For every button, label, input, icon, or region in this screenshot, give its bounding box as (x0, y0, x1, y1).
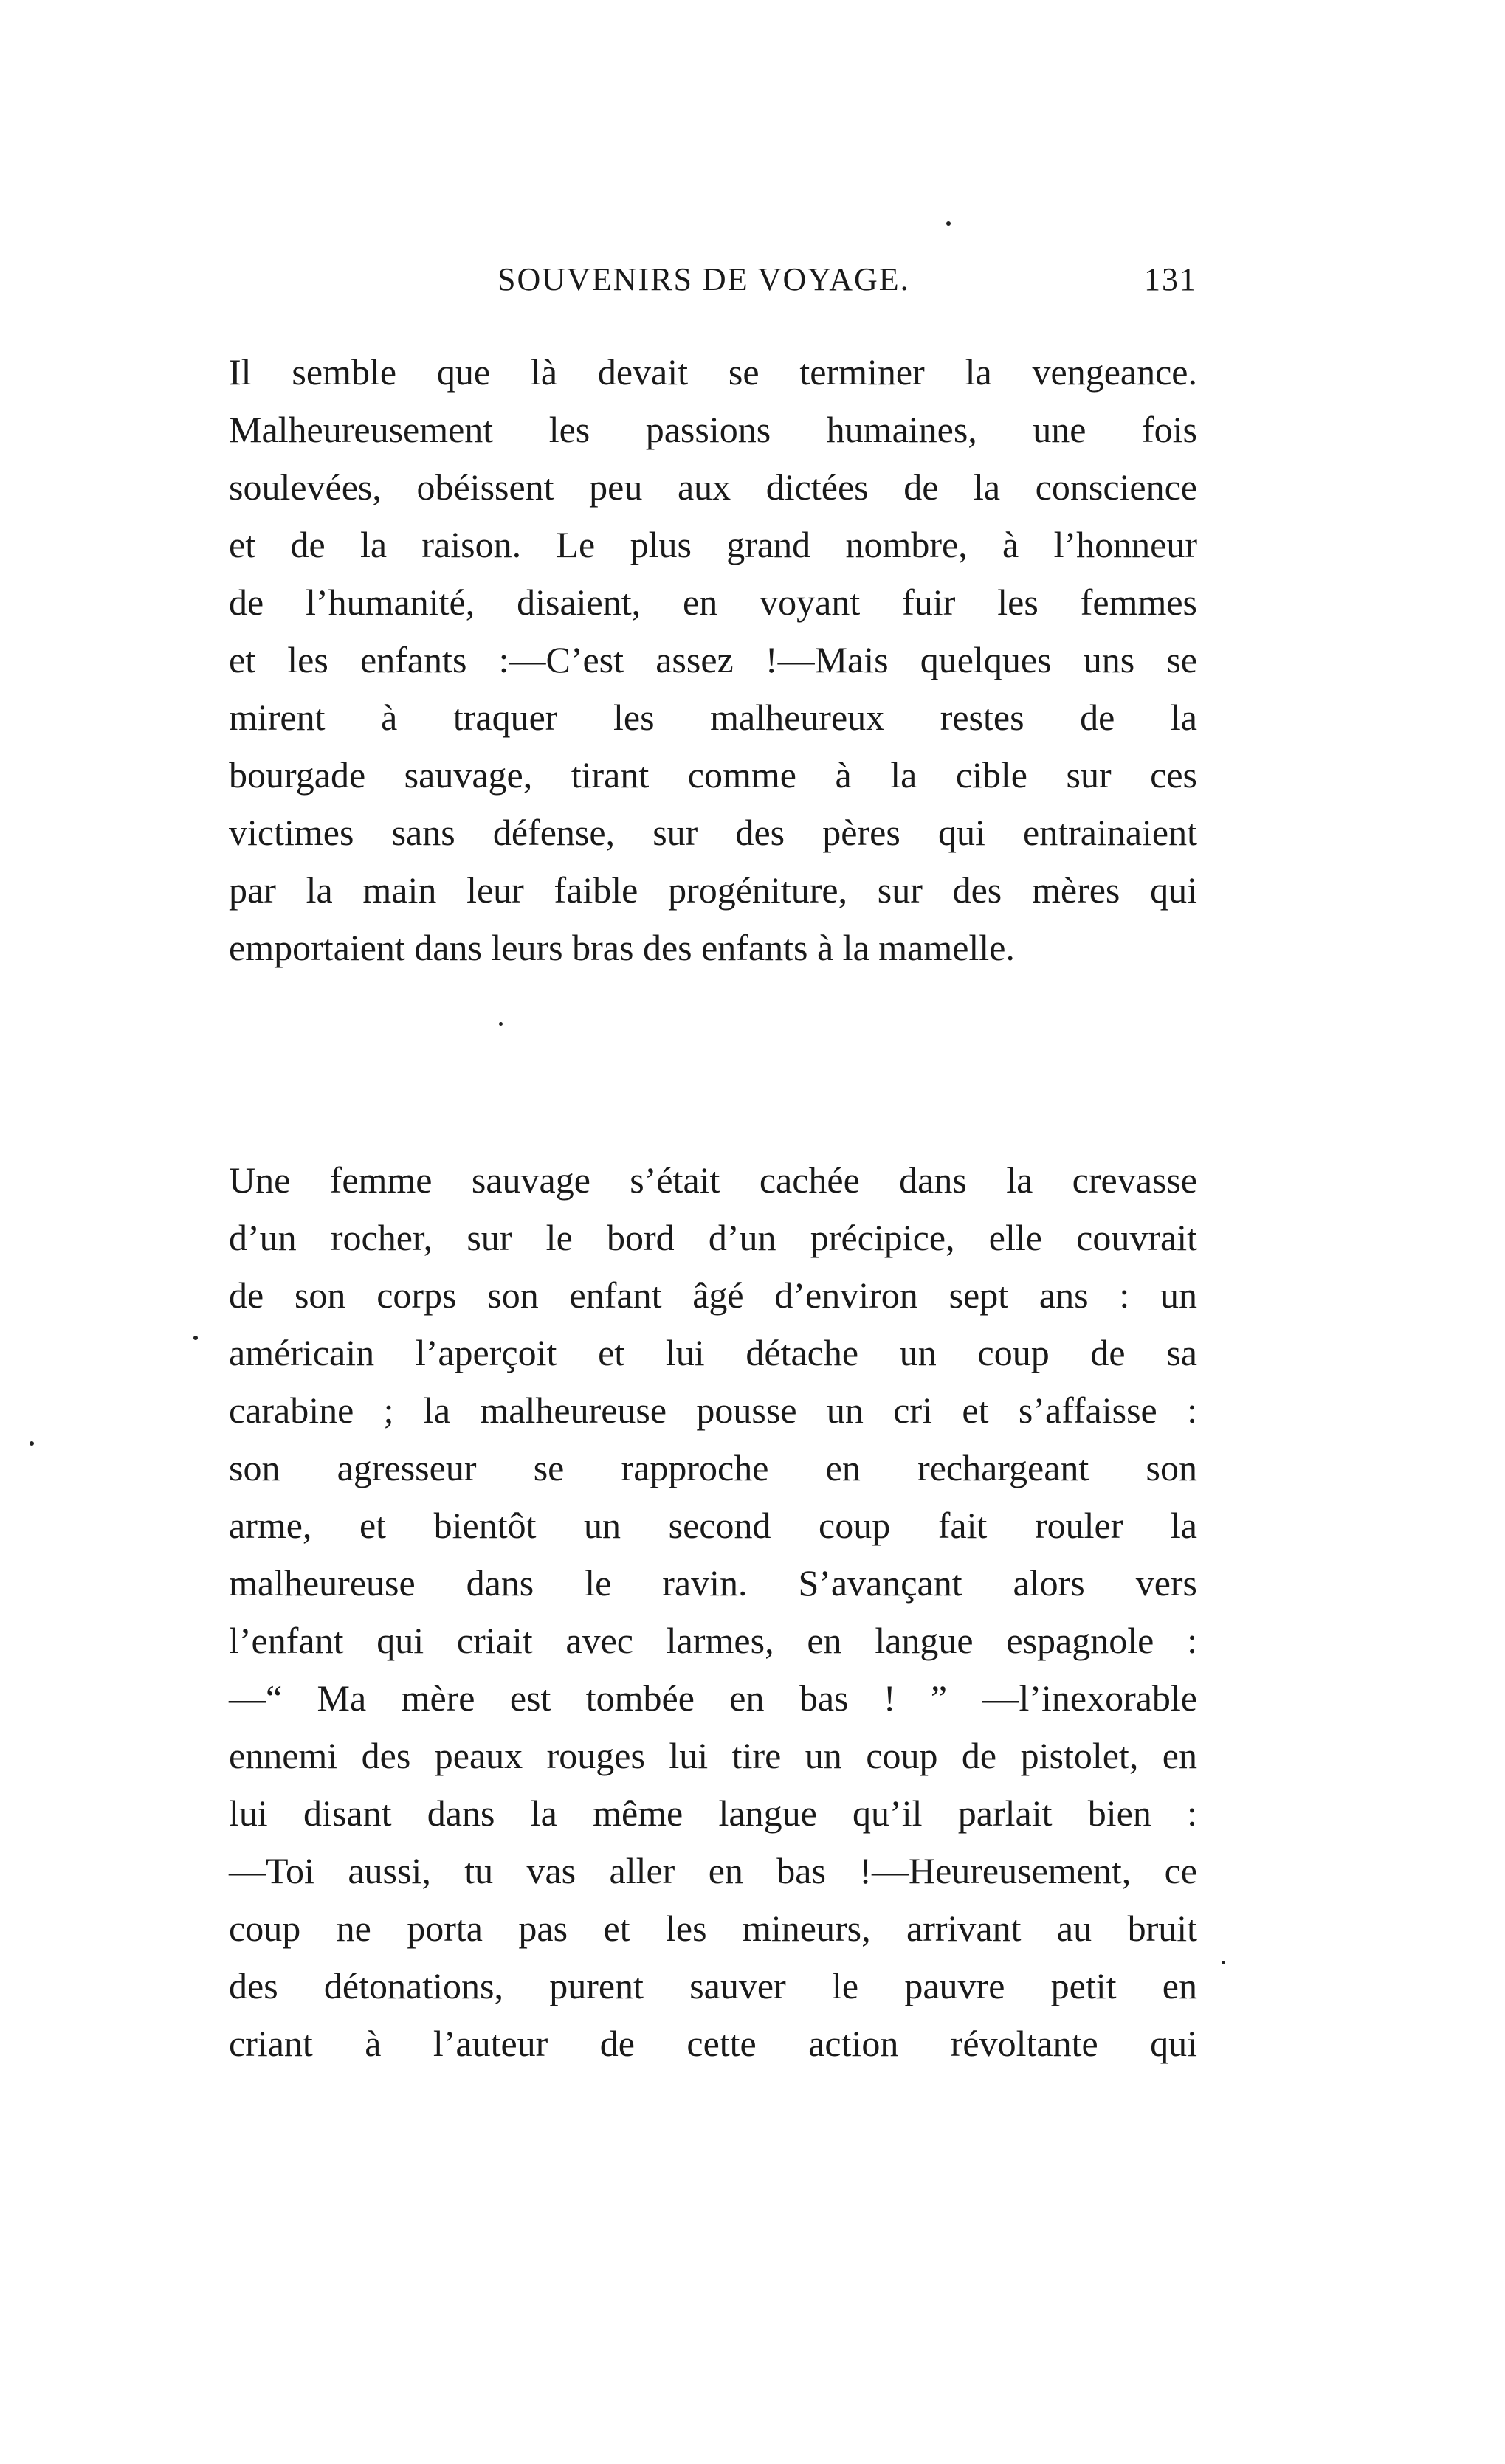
running-title: SOUVENIRS DE VOYAGE. (497, 261, 910, 297)
text-line: américain l’aperçoit et lui détache un coup de sa (229, 1332, 1197, 1373)
text-line: mirent à traquer les malheureux restes de la (229, 697, 1197, 738)
text-line: bourgade sauvage, tirant comme à la cible sur ces (229, 754, 1197, 796)
ink-speck (499, 1022, 503, 1026)
text-line: ennemi des peaux rouges lui tire un coup de pistolet, en (229, 1735, 1197, 1776)
text-line: d’un rocher, sur le bord d’un précipice, elle couvrait (229, 1217, 1197, 1258)
text-line: par la main leur faible progéniture, sur des mères qui (229, 869, 1197, 911)
text-line: Il semble que là devait se terminer la vengeance. (229, 351, 1197, 393)
text-line: emportaient dans leurs bras des enfants à la mamelle. (229, 927, 1015, 968)
text-line: lui disant dans la même langue qu’il parlait bien : (229, 1792, 1197, 1834)
paragraph-1 (229, 343, 1197, 976)
ink-speck (946, 221, 951, 226)
text-line: et de la raison. Le plus grand nombre, à l’honneur (229, 524, 1197, 565)
text-line: soulevées, obéissent peu aux dictées de la conscience (229, 466, 1197, 508)
text-line: victimes sans défense, sur des pères qui entrainaient (229, 812, 1197, 853)
text-line: des détonations, purent sauver le pauvre petit en (229, 1965, 1197, 2006)
text-line: l’enfant qui criait avec larmes, en langue espagnole : (229, 1620, 1197, 1661)
text-line: criant à l’auteur de cette action révoltante qui (229, 2023, 1197, 2064)
ink-speck (193, 1336, 198, 1340)
ink-speck (30, 1441, 34, 1446)
page-number: 131 (1144, 261, 1197, 297)
running-head (229, 260, 1197, 305)
text-line: de l’humanité, disaient, en voyant fuir les femmes (229, 582, 1197, 623)
text-line: carabine ; la malheureuse pousse un cri et s’affaisse : (229, 1390, 1197, 1431)
text-line: Malheureusement les passions humaines, une fois (229, 409, 1197, 450)
paragraph-2 (229, 1151, 1197, 2072)
text-line: arme, et bientôt un second coup fait rouler la (229, 1505, 1197, 1546)
text-line: malheureuse dans le ravin. S’avançant alors vers (229, 1562, 1197, 1604)
text-line: —“ Ma mère est tombée en bas ! ” —l’inexorable (229, 1677, 1197, 1719)
text-line: et les enfants :—C’est assez !—Mais quelques uns se (229, 639, 1197, 680)
text-line: de son corps son enfant âgé d’environ sept ans : un (229, 1274, 1197, 1316)
ink-speck (1222, 1961, 1225, 1964)
text-line: coup ne porta pas et les mineurs, arrivant au bruit (229, 1908, 1197, 1949)
text-line: —Toi aussi, tu vas aller en bas !—Heureusement, ce (229, 1850, 1197, 1891)
text-line: son agresseur se rapproche en rechargeant son (229, 1447, 1197, 1488)
text-line: Une femme sauvage s’était cachée dans la crevasse (229, 1159, 1197, 1201)
